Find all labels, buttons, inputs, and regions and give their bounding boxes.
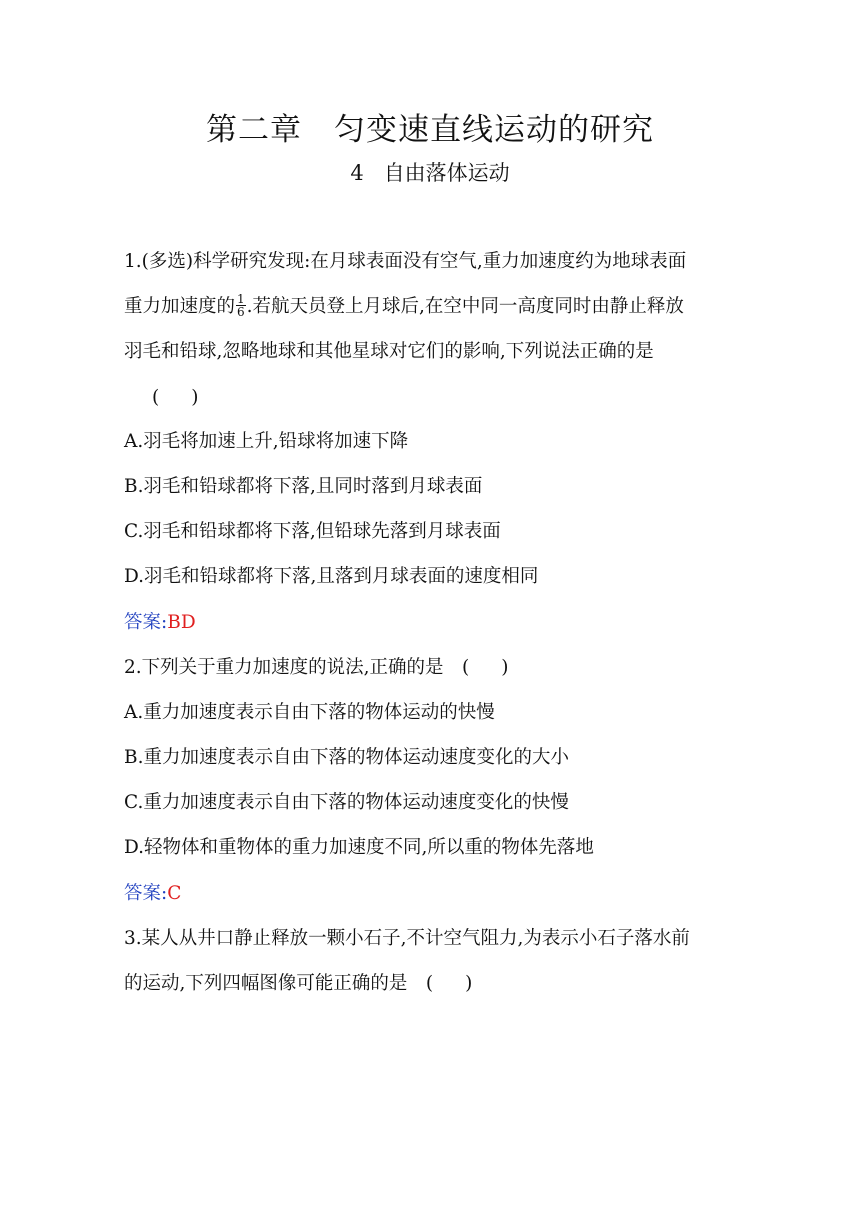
q3-stem-line-2-text: 的运动,下列四幅图像可能正确的是 <box>124 973 426 994</box>
fraction-one-sixth <box>236 293 246 318</box>
paren-open: ( <box>425 973 434 994</box>
q2-option-c: C.重力加速度表示自由下落的物体运动速度变化的快慢 <box>124 792 569 813</box>
q1-option-d: D.羽毛和铅球都将下落,且落到月球表面的速度相同 <box>124 566 539 587</box>
q1-stem-line-2 <box>124 291 684 320</box>
section-heading <box>0 157 860 187</box>
answer-label: 答案: <box>124 883 168 904</box>
paren-close: ) <box>191 387 199 408</box>
paren-close: ) <box>501 657 509 678</box>
q1-stem-line-3: 羽毛和铅球,忽略地球和其他星球对它们的影响,下列说法正确的是 <box>124 341 654 362</box>
paren-open: ( <box>462 657 470 678</box>
q1-answer-parens <box>152 385 198 411</box>
q1-option-a: A.羽毛将加速上升,铅球将加速下降 <box>124 431 409 452</box>
q2-option-d: D.轻物体和重物体的重力加速度不同,所以重的物体先落地 <box>124 837 594 858</box>
q2-option-b: B.重力加速度表示自由下落的物体运动速度变化的大小 <box>124 747 569 768</box>
q1-stem-line-2-post: .若航天员登上月球后,在空中同一高度同时由静止释放 <box>246 296 684 317</box>
answer-label: 答案: <box>124 612 168 633</box>
q3-stem-line-2 <box>124 971 472 997</box>
paren-open: ( <box>152 387 160 408</box>
answer-value: C <box>167 883 182 904</box>
section-number: 4 <box>350 161 364 185</box>
q1-stem-line-1: 1.(多选)科学研究发现:在月球表面没有空气,重力加速度约为地球表面 <box>124 251 687 272</box>
answer-value: BD <box>167 612 196 633</box>
chapter-title: 第二章 匀变速直线运动的研究 <box>206 112 654 148</box>
fraction-numerator: 1 <box>237 291 245 306</box>
q2-answer <box>124 881 181 907</box>
paren-close: ) <box>465 973 473 994</box>
q1-option-c: C.羽毛和铅球都将下落,但铅球先落到月球表面 <box>124 521 501 542</box>
q3-stem-line-1: 3.某人从井口静止释放一颗小石子,不计空气阻力,为表示小石子落水前 <box>124 928 690 949</box>
q1-option-b: B.羽毛和铅球都将下落,且同时落到月球表面 <box>124 476 483 497</box>
q2-stem <box>124 655 508 681</box>
q2-stem-text: 2.下列关于重力加速度的说法,正确的是 <box>124 657 463 678</box>
q1-answer <box>124 610 196 636</box>
fraction-denominator: 6 <box>237 304 245 319</box>
q1-stem-line-2-pre: 重力加速度的 <box>124 296 236 317</box>
section-title: 自由落体运动 <box>383 161 510 185</box>
q2-option-a: A.重力加速度表示自由下落的物体运动的快慢 <box>124 702 495 723</box>
